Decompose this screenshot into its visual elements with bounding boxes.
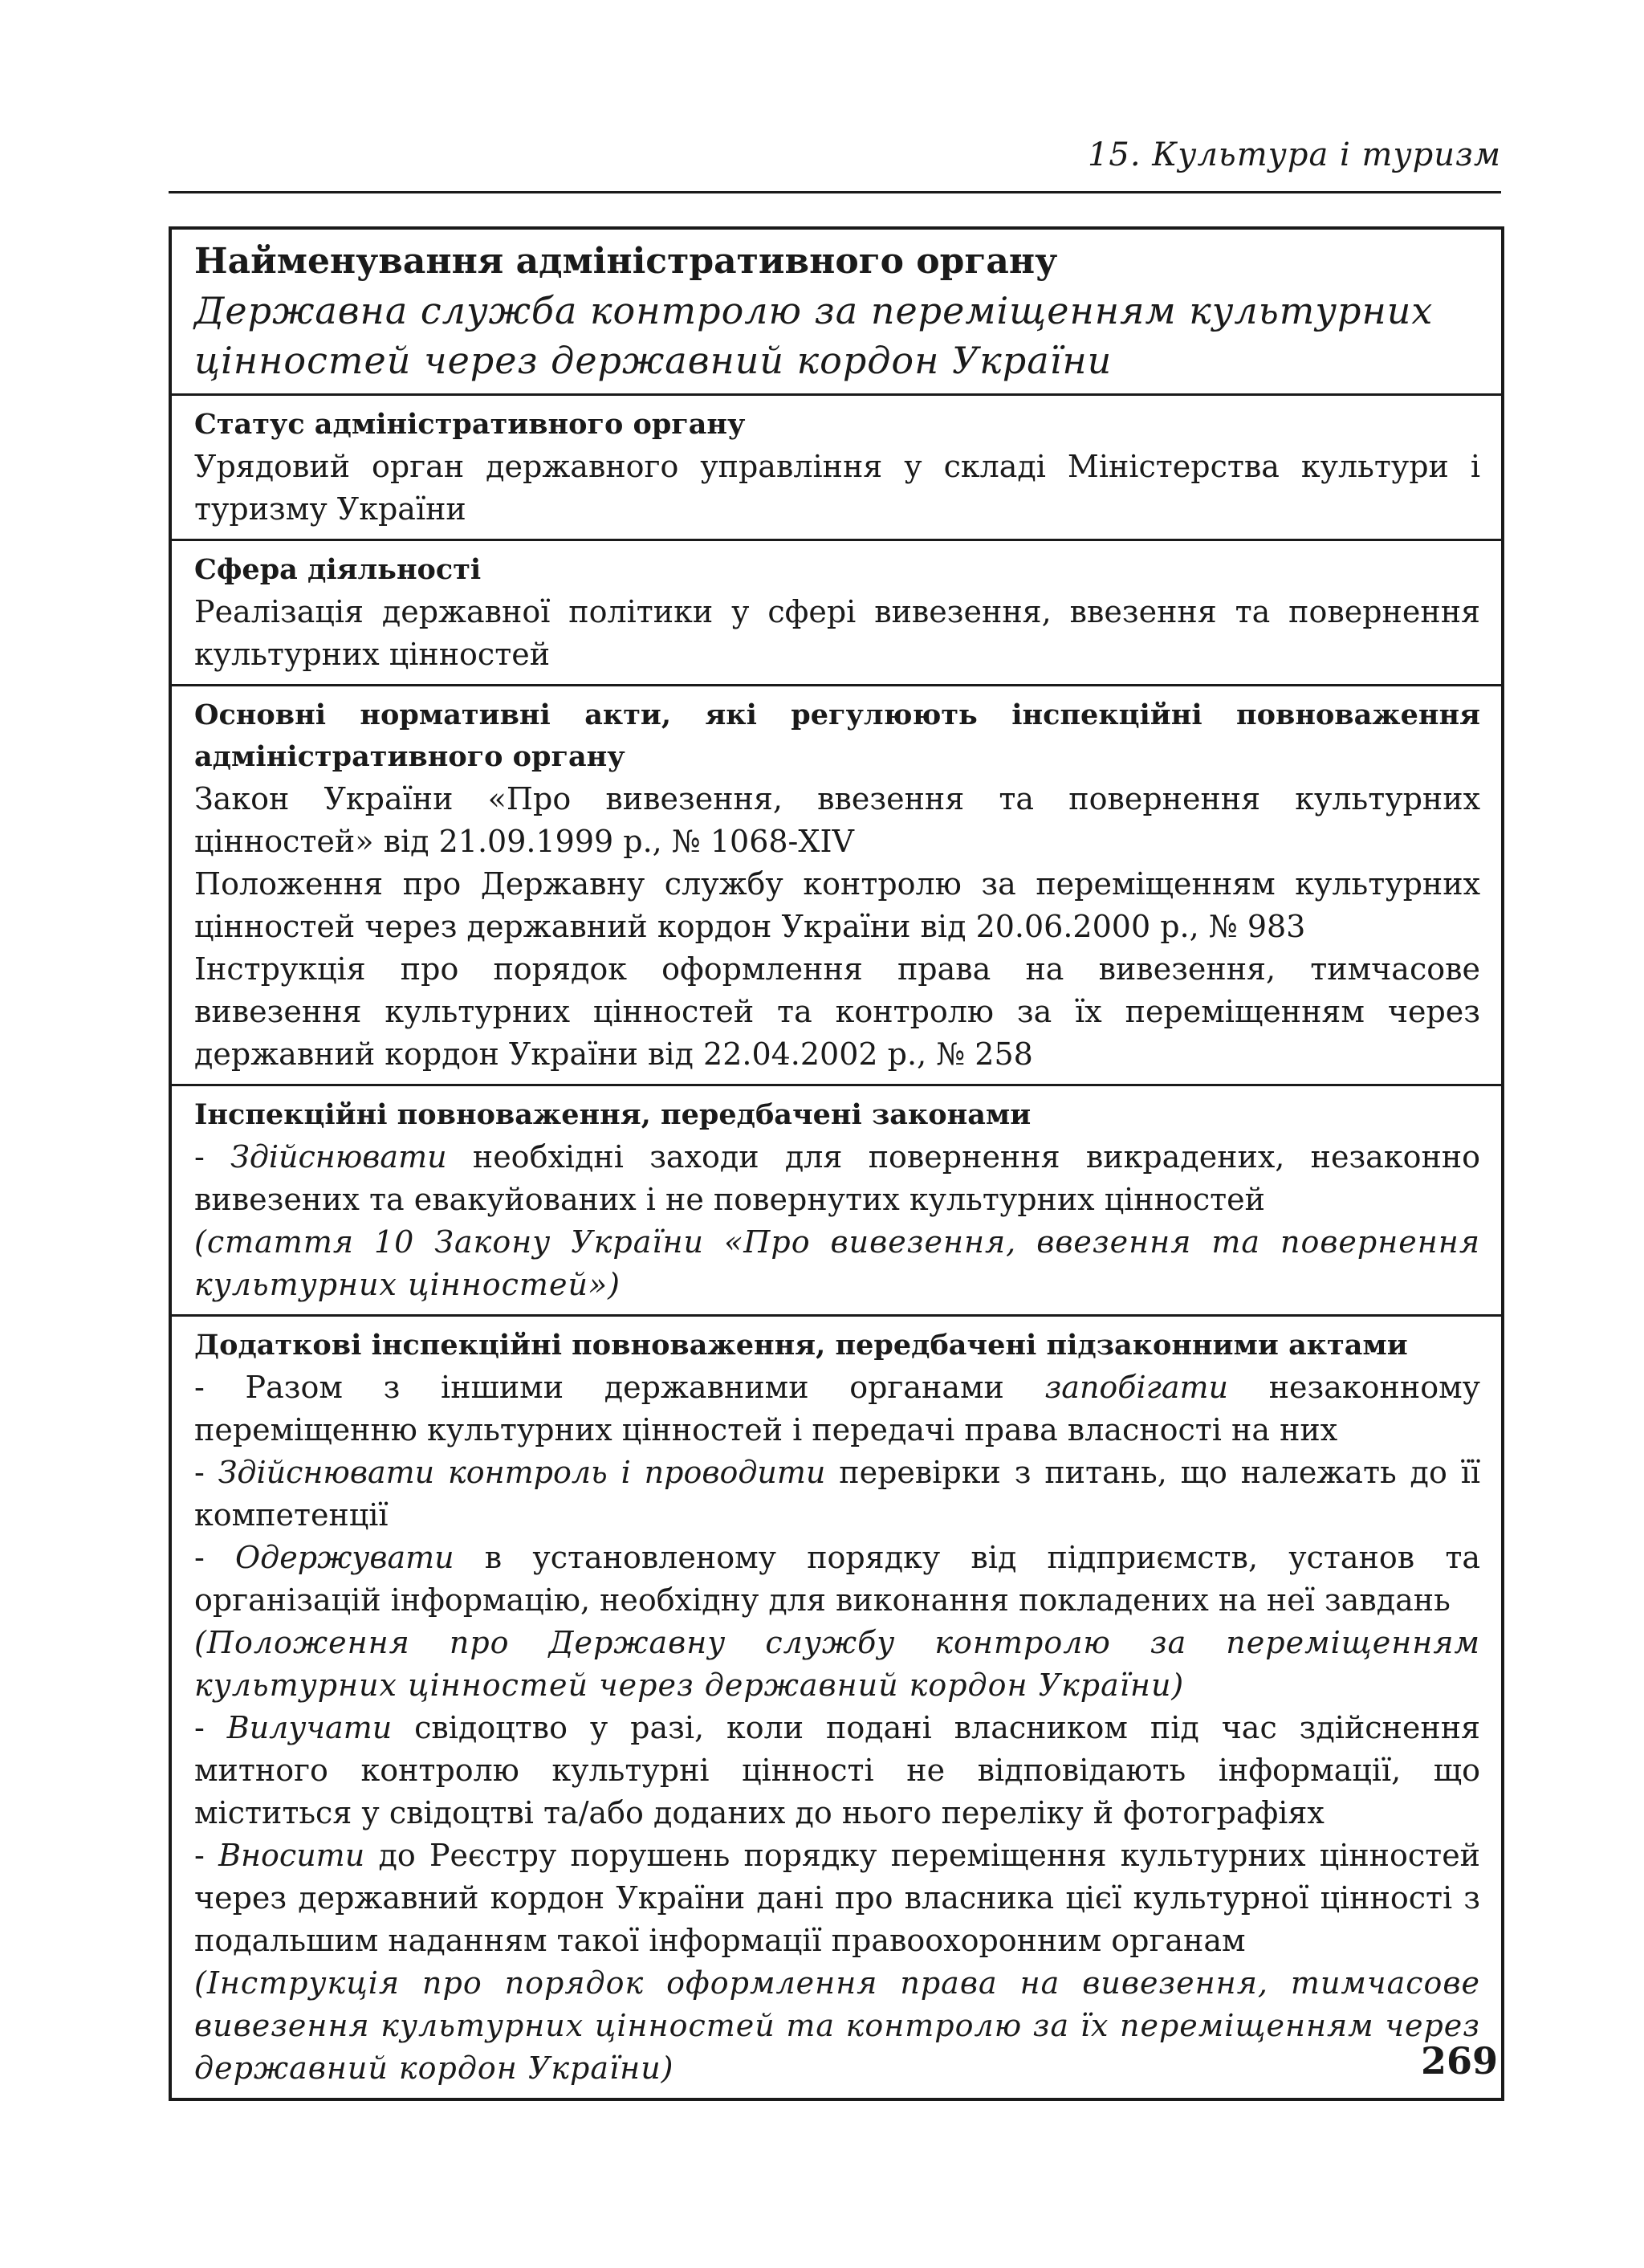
item-dash: - — [194, 1455, 218, 1490]
power-item — [194, 1136, 1480, 1221]
legal-reference: (Положення про Державну службу контролю за переміщенням культурних цінностей через державний кордон України) — [194, 1625, 1480, 1703]
item-dash: - — [194, 1710, 227, 1745]
section-name-value: Державна служба контролю за переміщенням культурних цінностей через державний кордон України — [194, 289, 1434, 382]
extra-power-item — [194, 1707, 1480, 1834]
section-scope-value: Реалізація державної політики у сфері вивезення, ввезення та повернення культурних цінностей — [194, 594, 1480, 672]
item-lead-verb: Одержувати — [235, 1540, 454, 1575]
page-number: 269 — [1420, 2039, 1498, 2083]
section-status-value: Урядовий орган державного управління у складі Міністерства культури і туризму України — [194, 449, 1480, 527]
item-lead-verb: Здійснювати — [230, 1139, 447, 1175]
extra-power-item — [194, 1537, 1480, 1622]
item-lead-verb: Вносити — [218, 1838, 365, 1873]
item-dash: - — [194, 1540, 236, 1575]
act-item: Закон України «Про вивезення, ввезення та повернення культурних цінностей» від 21.09.1999 р., № 1068-XIV — [194, 781, 1480, 859]
section-powers — [172, 1084, 1501, 1314]
section-name-heading: Найменування адміністративного органу — [194, 241, 1058, 282]
section-extra-powers — [172, 1314, 1501, 2098]
item-dash: - — [194, 1139, 231, 1175]
section-acts-heading: Основні нормативні акти, які регулюють інспекційні повноваження адміністративного органу — [194, 698, 1480, 773]
section-extra-heading: Додаткові інспекційні повноваження, передбачені підзаконними актами — [194, 1329, 1408, 1362]
section-scope — [172, 539, 1501, 684]
item-lead-verb: Здійснювати контроль і проводити — [218, 1455, 826, 1490]
item-text: до Реєстру порушень порядку переміщення культурних цінностей через державний кордон України дані про власника цієї культурної цінності з подальшим наданням такої інформації правоохоронним органам — [194, 1838, 1481, 1958]
item-text: в установленому порядку від підприємств, установ та організацій інформацію, необхідну для виконання покладених на неї завдань — [194, 1540, 1480, 1618]
section-status-heading: Статус адміністративного органу — [194, 408, 746, 441]
item-lead-verb: запобігати — [1044, 1370, 1229, 1405]
act-item: Положення про Державну службу контролю за переміщенням культурних цінностей через державний кордон України від 20.06.2000 р., № 983 — [194, 866, 1480, 944]
item-dash: - — [194, 1838, 219, 1873]
section-status — [172, 393, 1501, 539]
administrative-body-table — [169, 226, 1504, 2101]
item-text: необхідні заходи для повернення викрадених, незаконно вивезених та евакуйованих і не повернутих культурних цінностей — [194, 1139, 1480, 1217]
section-acts — [172, 684, 1501, 1084]
section-scope-heading: Сфера діяльності — [194, 553, 482, 586]
item-lead-verb: Вилучати — [226, 1710, 393, 1745]
item-text: незаконному переміщенню культурних цінностей і передачі права власності на них — [194, 1370, 1480, 1448]
extra-power-item — [194, 1452, 1480, 1537]
item-text: - Разом з іншими державними органами — [194, 1370, 1045, 1405]
extra-power-item — [194, 1834, 1480, 1962]
item-text: перевірки з питань, що належать до її компетенції — [194, 1455, 1481, 1533]
section-name — [172, 230, 1501, 393]
header-rule — [169, 191, 1501, 193]
legal-reference: (Інструкція про порядок оформлення права на вивезення, тимчасове вивезення культурних цінностей та контролю за їх переміщенням через державний кордон України) — [194, 1965, 1480, 2086]
extra-power-item — [194, 1366, 1480, 1452]
legal-reference: (стаття 10 Закону України «Про вивезення, ввезення та повернення культурних цінностей») — [194, 1224, 1480, 1302]
running-head: 15. Культура і туризм — [1087, 136, 1501, 173]
act-item: Інструкція про порядок оформлення права на вивезення, тимчасове вивезення культурних цінностей та контролю за їх переміщенням через державний кордон України від 22.04.2002 р., № 258 — [194, 951, 1480, 1072]
section-powers-heading: Інспекційні повноваження, передбачені законами — [194, 1098, 1032, 1131]
item-text: свідоцтво у разі, коли подані власником під час здійснення митного контролю культурні цінності не відповідають інформації, що міститься у свідоцтві та/або доданих до нього переліку й фотографіях — [194, 1710, 1480, 1830]
